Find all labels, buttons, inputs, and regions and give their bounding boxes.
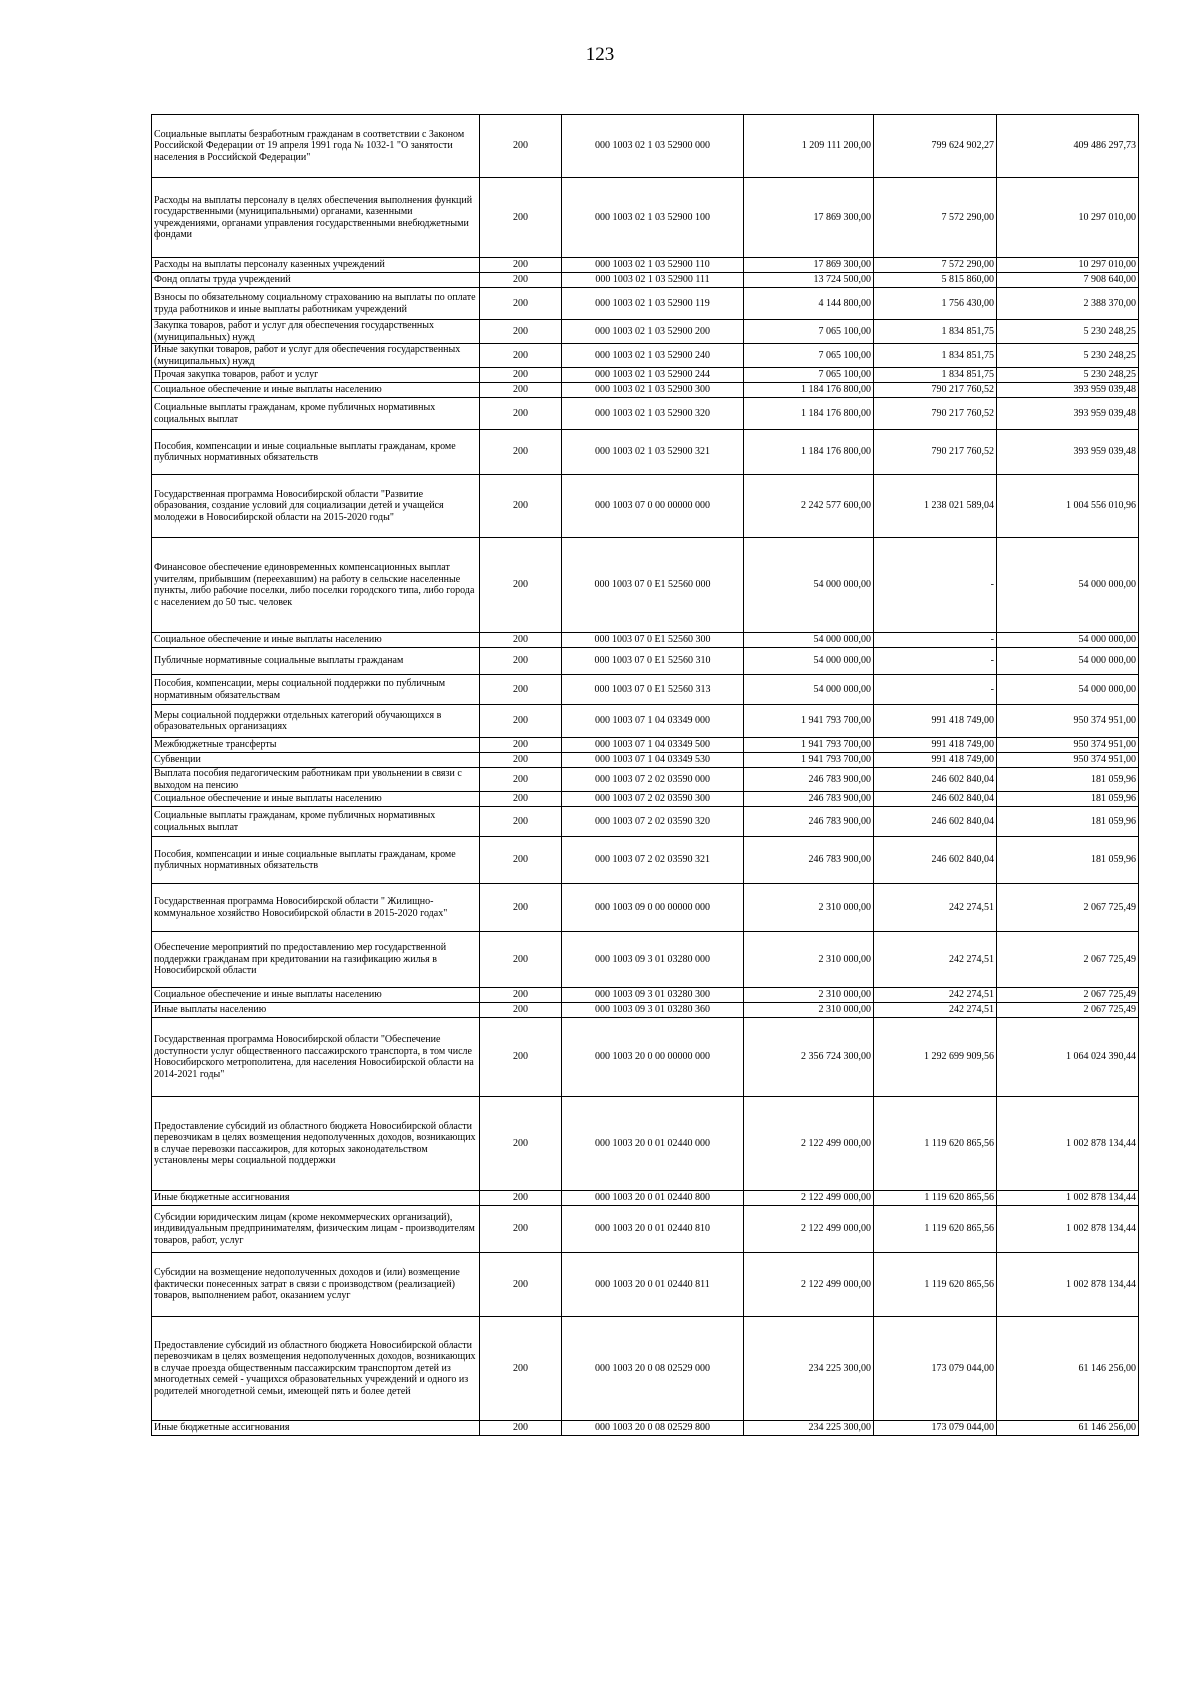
table-row <box>152 475 1139 538</box>
row-executed-cell: 5 815 860,00 <box>874 273 997 288</box>
row-executed-cell: 7 572 290,00 <box>874 178 997 258</box>
table-row <box>152 807 1139 837</box>
row-kbk-cell: 000 1003 07 0 00 00000 000 <box>562 475 744 538</box>
row-code-cell: 200 <box>480 475 562 538</box>
row-code-cell: 200 <box>480 383 562 398</box>
row-kbk-cell: 000 1003 07 2 02 03590 000 <box>562 768 744 792</box>
table-row <box>152 705 1139 738</box>
row-name-cell: Фонд оплаты труда учреждений <box>152 273 480 288</box>
row-executed-cell: 790 217 760,52 <box>874 398 997 430</box>
row-kbk-cell: 000 1003 02 1 03 52900 111 <box>562 273 744 288</box>
row-remaining-cell: 2 067 725,49 <box>997 1003 1139 1018</box>
row-code-cell: 200 <box>480 1206 562 1253</box>
table-row <box>152 1191 1139 1206</box>
row-name-cell: Государственная программа Новосибирской области "Развитие образования, создание условий для социализации детей и учащейся молодежи в Новосибирской области на 2015-2020 годы" <box>152 475 480 538</box>
row-kbk-cell: 000 1003 09 3 01 03280 360 <box>562 1003 744 1018</box>
row-remaining-cell: 10 297 010,00 <box>997 178 1139 258</box>
row-approved-cell: 1 184 176 800,00 <box>744 430 874 475</box>
row-approved-cell: 2 310 000,00 <box>744 988 874 1003</box>
row-approved-cell: 17 869 300,00 <box>744 258 874 273</box>
row-code-cell: 200 <box>480 1191 562 1206</box>
row-kbk-cell: 000 1003 20 0 01 02440 811 <box>562 1253 744 1317</box>
table-row <box>152 288 1139 320</box>
row-name-cell: Предоставление субсидий из областного бюджета Новосибирской области перевозчикам в целях возмещения недополученных доходов, возникающих в случае проезда общественным пассажирским транспортом детей из многодетных семей - учащихся образовательных учреждений и одного из родителей многодетной семьи, имеющей пять и более детей <box>152 1317 480 1421</box>
row-remaining-cell: 10 297 010,00 <box>997 258 1139 273</box>
row-approved-cell: 2 122 499 000,00 <box>744 1097 874 1191</box>
row-remaining-cell: 1 002 878 134,44 <box>997 1191 1139 1206</box>
row-remaining-cell: 181 059,96 <box>997 837 1139 884</box>
row-approved-cell: 7 065 100,00 <box>744 344 874 368</box>
table-row <box>152 398 1139 430</box>
row-name-cell: Социальные выплаты гражданам, кроме публичных нормативных социальных выплат <box>152 807 480 837</box>
row-remaining-cell: 181 059,96 <box>997 792 1139 807</box>
row-remaining-cell: 950 374 951,00 <box>997 753 1139 768</box>
row-kbk-cell: 000 1003 20 0 01 02440 000 <box>562 1097 744 1191</box>
row-executed-cell: 1 292 699 909,56 <box>874 1018 997 1097</box>
row-executed-cell: 246 602 840,04 <box>874 807 997 837</box>
row-approved-cell: 2 122 499 000,00 <box>744 1253 874 1317</box>
row-kbk-cell: 000 1003 02 1 03 52900 110 <box>562 258 744 273</box>
row-approved-cell: 246 783 900,00 <box>744 837 874 884</box>
table-row <box>152 1253 1139 1317</box>
row-executed-cell: 242 274,51 <box>874 884 997 932</box>
table-row <box>152 675 1139 705</box>
row-code-cell: 200 <box>480 705 562 738</box>
row-name-cell: Закупка товаров, работ и услуг для обеспечения государственных (муниципальных) нужд <box>152 320 480 344</box>
page-number: 123 <box>585 44 615 65</box>
table-row <box>152 115 1139 178</box>
row-approved-cell: 2 242 577 600,00 <box>744 475 874 538</box>
row-executed-cell: 242 274,51 <box>874 932 997 988</box>
row-executed-cell: 1 834 851,75 <box>874 368 997 383</box>
row-approved-cell: 246 783 900,00 <box>744 792 874 807</box>
table-row <box>152 932 1139 988</box>
table-row <box>152 648 1139 675</box>
budget-execution-table <box>151 114 1139 1436</box>
row-executed-cell: 242 274,51 <box>874 1003 997 1018</box>
row-code-cell: 200 <box>480 344 562 368</box>
row-remaining-cell: 61 146 256,00 <box>997 1317 1139 1421</box>
row-remaining-cell: 54 000 000,00 <box>997 648 1139 675</box>
row-name-cell: Социальные выплаты гражданам, кроме публичных нормативных социальных выплат <box>152 398 480 430</box>
row-approved-cell: 234 225 300,00 <box>744 1317 874 1421</box>
row-executed-cell: 1 119 620 865,56 <box>874 1191 997 1206</box>
row-kbk-cell: 000 1003 07 1 04 03349 530 <box>562 753 744 768</box>
row-approved-cell: 1 941 793 700,00 <box>744 753 874 768</box>
row-executed-cell: 799 624 902,27 <box>874 115 997 178</box>
row-kbk-cell: 000 1003 20 0 08 02529 800 <box>562 1421 744 1436</box>
row-approved-cell: 1 209 111 200,00 <box>744 115 874 178</box>
row-executed-cell: 790 217 760,52 <box>874 383 997 398</box>
row-kbk-cell: 000 1003 09 0 00 00000 000 <box>562 884 744 932</box>
row-remaining-cell: 1 002 878 134,44 <box>997 1097 1139 1191</box>
row-kbk-cell: 000 1003 02 1 03 52900 240 <box>562 344 744 368</box>
row-remaining-cell: 409 486 297,73 <box>997 115 1139 178</box>
row-name-cell: Иные бюджетные ассигнования <box>152 1421 480 1436</box>
table-row <box>152 768 1139 792</box>
row-code-cell: 200 <box>480 1317 562 1421</box>
row-approved-cell: 2 310 000,00 <box>744 884 874 932</box>
row-executed-cell: 246 602 840,04 <box>874 837 997 884</box>
row-code-cell: 200 <box>480 368 562 383</box>
row-executed-cell: 246 602 840,04 <box>874 768 997 792</box>
row-executed-cell: 7 572 290,00 <box>874 258 997 273</box>
row-code-cell: 200 <box>480 288 562 320</box>
row-executed-cell: - <box>874 538 997 633</box>
row-executed-cell: 790 217 760,52 <box>874 430 997 475</box>
row-remaining-cell: 5 230 248,25 <box>997 344 1139 368</box>
row-remaining-cell: 181 059,96 <box>997 807 1139 837</box>
row-name-cell: Иные бюджетные ассигнования <box>152 1191 480 1206</box>
row-kbk-cell: 000 1003 07 0 E1 52560 300 <box>562 633 744 648</box>
row-remaining-cell: 5 230 248,25 <box>997 368 1139 383</box>
row-name-cell: Прочая закупка товаров, работ и услуг <box>152 368 480 383</box>
row-code-cell: 200 <box>480 320 562 344</box>
row-approved-cell: 246 783 900,00 <box>744 768 874 792</box>
row-executed-cell: - <box>874 648 997 675</box>
row-remaining-cell: 393 959 039,48 <box>997 398 1139 430</box>
row-remaining-cell: 1 004 556 010,96 <box>997 475 1139 538</box>
table-row <box>152 1421 1139 1436</box>
row-kbk-cell: 000 1003 07 0 E1 52560 310 <box>562 648 744 675</box>
row-kbk-cell: 000 1003 02 1 03 52900 119 <box>562 288 744 320</box>
row-executed-cell: 1 756 430,00 <box>874 288 997 320</box>
row-approved-cell: 4 144 800,00 <box>744 288 874 320</box>
row-executed-cell: 173 079 044,00 <box>874 1421 997 1436</box>
table-row <box>152 1097 1139 1191</box>
row-code-cell: 200 <box>480 675 562 705</box>
row-kbk-cell: 000 1003 07 2 02 03590 320 <box>562 807 744 837</box>
table-row <box>152 753 1139 768</box>
row-name-cell: Обеспечение мероприятий по предоставлению мер государственной поддержки гражданам при кредитовании на газификацию жилья в Новосибирской области <box>152 932 480 988</box>
row-executed-cell: 1 834 851,75 <box>874 320 997 344</box>
row-approved-cell: 1 941 793 700,00 <box>744 738 874 753</box>
row-kbk-cell: 000 1003 02 1 03 52900 100 <box>562 178 744 258</box>
row-code-cell: 200 <box>480 807 562 837</box>
row-approved-cell: 54 000 000,00 <box>744 538 874 633</box>
row-remaining-cell: 1 002 878 134,44 <box>997 1253 1139 1317</box>
row-approved-cell: 234 225 300,00 <box>744 1421 874 1436</box>
table-row <box>152 273 1139 288</box>
row-name-cell: Публичные нормативные социальные выплаты гражданам <box>152 648 480 675</box>
row-kbk-cell: 000 1003 20 0 00 00000 000 <box>562 1018 744 1097</box>
row-name-cell: Иные закупки товаров, работ и услуг для обеспечения государственных (муниципальных) нужд <box>152 344 480 368</box>
row-executed-cell: 991 418 749,00 <box>874 738 997 753</box>
row-remaining-cell: 393 959 039,48 <box>997 430 1139 475</box>
row-kbk-cell: 000 1003 07 0 E1 52560 000 <box>562 538 744 633</box>
row-remaining-cell: 950 374 951,00 <box>997 738 1139 753</box>
row-code-cell: 200 <box>480 753 562 768</box>
row-approved-cell: 1 941 793 700,00 <box>744 705 874 738</box>
table-body <box>152 115 1139 1436</box>
row-code-cell: 200 <box>480 1018 562 1097</box>
row-approved-cell: 17 869 300,00 <box>744 178 874 258</box>
row-approved-cell: 7 065 100,00 <box>744 320 874 344</box>
row-executed-cell: - <box>874 633 997 648</box>
row-remaining-cell: 54 000 000,00 <box>997 633 1139 648</box>
row-remaining-cell: 7 908 640,00 <box>997 273 1139 288</box>
row-kbk-cell: 000 1003 07 0 E1 52560 313 <box>562 675 744 705</box>
row-code-cell: 200 <box>480 398 562 430</box>
row-kbk-cell: 000 1003 02 1 03 52900 200 <box>562 320 744 344</box>
row-kbk-cell: 000 1003 07 2 02 03590 321 <box>562 837 744 884</box>
row-name-cell: Субсидии юридическим лицам (кроме некоммерческих организаций), индивидуальным предпринимателям, физическим лицам - производителям товаров, работ, услуг <box>152 1206 480 1253</box>
row-name-cell: Иные выплаты населению <box>152 1003 480 1018</box>
row-name-cell: Пособия, компенсации и иные социальные выплаты гражданам, кроме публичных нормативных обязательств <box>152 430 480 475</box>
row-name-cell: Межбюджетные трансферты <box>152 738 480 753</box>
row-name-cell: Государственная программа Новосибирской области " Жилищно-коммунальное хозяйство Новосибирской области в 2015-2020 годах" <box>152 884 480 932</box>
table-row <box>152 1206 1139 1253</box>
table-row <box>152 1018 1139 1097</box>
row-remaining-cell: 54 000 000,00 <box>997 675 1139 705</box>
row-executed-cell: 1 238 021 589,04 <box>874 475 997 538</box>
row-approved-cell: 2 122 499 000,00 <box>744 1191 874 1206</box>
row-code-cell: 200 <box>480 273 562 288</box>
row-executed-cell: 1 119 620 865,56 <box>874 1097 997 1191</box>
table-row <box>152 884 1139 932</box>
row-name-cell: Государственная программа Новосибирской области "Обеспечение доступности услуг общественного пассажирского транспорта, в том числе Новосибирского метрополитена, для населения Новосибирской области на 2014-2021 годы" <box>152 1018 480 1097</box>
row-approved-cell: 1 184 176 800,00 <box>744 383 874 398</box>
table-row <box>152 178 1139 258</box>
table-row <box>152 320 1139 344</box>
row-name-cell: Взносы по обязательному социальному страхованию на выплаты по оплате труда работников и иные выплаты работникам учреждений <box>152 288 480 320</box>
row-approved-cell: 13 724 500,00 <box>744 273 874 288</box>
table-row <box>152 430 1139 475</box>
table-row <box>152 738 1139 753</box>
table-row <box>152 383 1139 398</box>
row-remaining-cell: 54 000 000,00 <box>997 538 1139 633</box>
row-kbk-cell: 000 1003 02 1 03 52900 321 <box>562 430 744 475</box>
row-approved-cell: 2 310 000,00 <box>744 1003 874 1018</box>
row-kbk-cell: 000 1003 07 2 02 03590 300 <box>562 792 744 807</box>
row-code-cell: 200 <box>480 1097 562 1191</box>
table-row <box>152 538 1139 633</box>
row-kbk-cell: 000 1003 02 1 03 52900 320 <box>562 398 744 430</box>
row-code-cell: 200 <box>480 768 562 792</box>
row-approved-cell: 246 783 900,00 <box>744 807 874 837</box>
row-approved-cell: 7 065 100,00 <box>744 368 874 383</box>
row-name-cell: Социальное обеспечение и иные выплаты населению <box>152 988 480 1003</box>
table-row <box>152 368 1139 383</box>
row-code-cell: 200 <box>480 988 562 1003</box>
row-kbk-cell: 000 1003 07 1 04 03349 500 <box>562 738 744 753</box>
row-kbk-cell: 000 1003 09 3 01 03280 000 <box>562 932 744 988</box>
table-row <box>152 988 1139 1003</box>
row-name-cell: Предоставление субсидий из областного бюджета Новосибирской области перевозчикам в целях возмещения недополученных доходов, возникающих в случае перевозки пассажиров, для которых законодательством установлены меры социальной поддержки <box>152 1097 480 1191</box>
row-executed-cell: 246 602 840,04 <box>874 792 997 807</box>
row-name-cell: Расходы на выплаты персоналу в целях обеспечения выполнения функций государственными (муниципальными) органами, казенными учреждениями, органами управления государственными внебюджетными фондами <box>152 178 480 258</box>
row-code-cell: 200 <box>480 932 562 988</box>
row-code-cell: 200 <box>480 633 562 648</box>
row-remaining-cell: 2 067 725,49 <box>997 988 1139 1003</box>
row-remaining-cell: 5 230 248,25 <box>997 320 1139 344</box>
row-kbk-cell: 000 1003 02 1 03 52900 300 <box>562 383 744 398</box>
row-kbk-cell: 000 1003 20 0 08 02529 000 <box>562 1317 744 1421</box>
row-executed-cell: - <box>874 675 997 705</box>
row-code-cell: 200 <box>480 738 562 753</box>
row-approved-cell: 1 184 176 800,00 <box>744 398 874 430</box>
row-code-cell: 200 <box>480 115 562 178</box>
row-approved-cell: 54 000 000,00 <box>744 633 874 648</box>
row-remaining-cell: 393 959 039,48 <box>997 383 1139 398</box>
row-name-cell: Социальные выплаты безработным гражданам в соответствии с Законом Российской Федерации от 19 апреля 1991 года № 1032-1 "О занятости населения в Российской Федерации" <box>152 115 480 178</box>
row-approved-cell: 2 356 724 300,00 <box>744 1018 874 1097</box>
row-remaining-cell: 2 067 725,49 <box>997 932 1139 988</box>
table-row <box>152 633 1139 648</box>
row-executed-cell: 242 274,51 <box>874 988 997 1003</box>
row-remaining-cell: 1 002 878 134,44 <box>997 1206 1139 1253</box>
row-name-cell: Субсидии на возмещение недополученных доходов и (или) возмещение фактически понесенных затрат в связи с производством (реализацией) товаров, выполнением работ, оказанием услуг <box>152 1253 480 1317</box>
row-code-cell: 200 <box>480 1421 562 1436</box>
row-name-cell: Пособия, компенсации и иные социальные выплаты гражданам, кроме публичных нормативных обязательств <box>152 837 480 884</box>
row-code-cell: 200 <box>480 792 562 807</box>
row-kbk-cell: 000 1003 07 1 04 03349 000 <box>562 705 744 738</box>
row-name-cell: Социальное обеспечение и иные выплаты населению <box>152 383 480 398</box>
row-executed-cell: 173 079 044,00 <box>874 1317 997 1421</box>
row-name-cell: Субвенции <box>152 753 480 768</box>
row-remaining-cell: 2 388 370,00 <box>997 288 1139 320</box>
row-approved-cell: 54 000 000,00 <box>744 648 874 675</box>
row-code-cell: 200 <box>480 837 562 884</box>
row-kbk-cell: 000 1003 20 0 01 02440 800 <box>562 1191 744 1206</box>
row-approved-cell: 2 310 000,00 <box>744 932 874 988</box>
table-row <box>152 792 1139 807</box>
row-code-cell: 200 <box>480 1003 562 1018</box>
row-code-cell: 200 <box>480 538 562 633</box>
row-executed-cell: 991 418 749,00 <box>874 753 997 768</box>
row-name-cell: Меры социальной поддержки отдельных категорий обучающихся в образовательных организациях <box>152 705 480 738</box>
row-kbk-cell: 000 1003 09 3 01 03280 300 <box>562 988 744 1003</box>
row-executed-cell: 1 119 620 865,56 <box>874 1253 997 1317</box>
row-executed-cell: 1 119 620 865,56 <box>874 1206 997 1253</box>
table-row <box>152 1003 1139 1018</box>
row-name-cell: Социальное обеспечение и иные выплаты населению <box>152 792 480 807</box>
row-name-cell: Пособия, компенсации, меры социальной поддержки по публичным нормативным обязательствам <box>152 675 480 705</box>
table-row <box>152 344 1139 368</box>
row-executed-cell: 991 418 749,00 <box>874 705 997 738</box>
row-name-cell: Финансовое обеспечение единовременных компенсационных выплат учителям, прибывшим (переехавшим) на работу в сельские населенные пункты, либо рабочие поселки, либо поселки городского типа, либо города с населением до 50 тыс. человек <box>152 538 480 633</box>
row-remaining-cell: 1 064 024 390,44 <box>997 1018 1139 1097</box>
table-row <box>152 837 1139 884</box>
row-name-cell: Выплата пособия педагогическим работникам при увольнении в связи с выходом на пенсию <box>152 768 480 792</box>
row-remaining-cell: 181 059,96 <box>997 768 1139 792</box>
row-kbk-cell: 000 1003 02 1 03 52900 244 <box>562 368 744 383</box>
row-code-cell: 200 <box>480 1253 562 1317</box>
row-name-cell: Расходы на выплаты персоналу казенных учреждений <box>152 258 480 273</box>
row-executed-cell: 1 834 851,75 <box>874 344 997 368</box>
row-approved-cell: 2 122 499 000,00 <box>744 1206 874 1253</box>
row-remaining-cell: 950 374 951,00 <box>997 705 1139 738</box>
row-code-cell: 200 <box>480 648 562 675</box>
table-row <box>152 258 1139 273</box>
row-code-cell: 200 <box>480 884 562 932</box>
row-code-cell: 200 <box>480 258 562 273</box>
row-name-cell: Социальное обеспечение и иные выплаты населению <box>152 633 480 648</box>
row-code-cell: 200 <box>480 178 562 258</box>
table-row <box>152 1317 1139 1421</box>
row-kbk-cell: 000 1003 20 0 01 02440 810 <box>562 1206 744 1253</box>
row-kbk-cell: 000 1003 02 1 03 52900 000 <box>562 115 744 178</box>
row-remaining-cell: 2 067 725,49 <box>997 884 1139 932</box>
row-code-cell: 200 <box>480 430 562 475</box>
row-remaining-cell: 61 146 256,00 <box>997 1421 1139 1436</box>
row-approved-cell: 54 000 000,00 <box>744 675 874 705</box>
